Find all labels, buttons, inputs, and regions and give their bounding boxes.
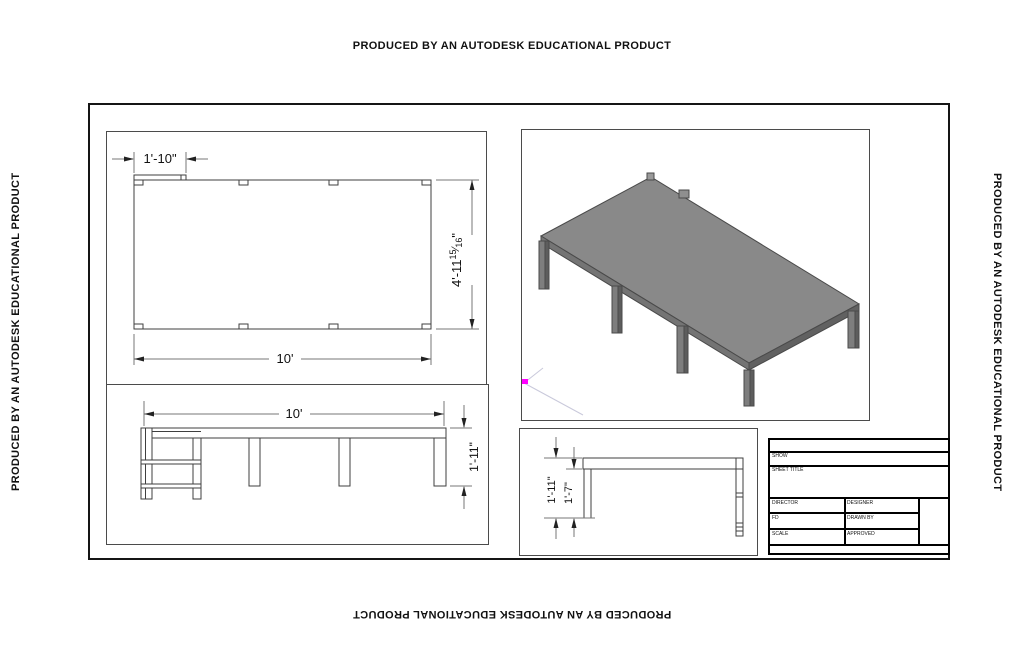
table-top-outline bbox=[134, 180, 431, 329]
top-view-drawing bbox=[107, 132, 486, 385]
table-top-slab bbox=[583, 458, 743, 469]
arrowhead bbox=[554, 518, 559, 528]
viewport-side-view bbox=[519, 428, 758, 556]
table-leg bbox=[744, 370, 750, 406]
leg-mark bbox=[329, 324, 338, 329]
arrowhead bbox=[572, 518, 577, 528]
shelf-notch bbox=[679, 190, 689, 198]
dim-height-text: 1'-11" bbox=[467, 442, 481, 472]
iso-view-drawing bbox=[522, 130, 869, 420]
leg-mark bbox=[329, 180, 338, 185]
top-view-outline bbox=[134, 175, 431, 329]
arrowhead bbox=[434, 412, 444, 417]
table-leg bbox=[249, 438, 260, 486]
arrowhead bbox=[421, 357, 431, 362]
ucs-marker bbox=[522, 379, 528, 384]
table-leg bbox=[539, 241, 545, 289]
leg-mark bbox=[422, 180, 431, 185]
shelf-edge-mark bbox=[736, 493, 743, 497]
banner-bottom: PRODUCED BY AN AUTODESK EDUCATIONAL PRODUCT bbox=[352, 608, 672, 620]
dim-length-text: 10' bbox=[276, 351, 294, 366]
table-leg bbox=[584, 469, 591, 518]
title-field-scale: SCALE bbox=[772, 531, 789, 537]
shelf-post-right bbox=[193, 438, 201, 499]
title-block-line bbox=[770, 451, 948, 453]
leg-mark bbox=[239, 324, 248, 329]
table-leg bbox=[545, 241, 549, 289]
leg-mark bbox=[422, 324, 431, 329]
arrowhead bbox=[124, 157, 134, 162]
arrowhead bbox=[470, 319, 475, 329]
table-leg bbox=[684, 326, 688, 373]
dim-height-legs-text: 1'-7" bbox=[563, 482, 575, 504]
title-block bbox=[768, 438, 950, 555]
shelf-notch bbox=[647, 173, 654, 180]
title-field-fd: FD bbox=[772, 515, 779, 521]
dim-length-text: 10' bbox=[285, 406, 303, 421]
table-leg bbox=[750, 370, 754, 406]
side-view-drawing bbox=[520, 429, 757, 555]
dim-depth-text: $4'-11^{15}_{⁄16}$" bbox=[448, 232, 464, 288]
viewport-top-view bbox=[106, 131, 487, 386]
table-leg bbox=[434, 438, 446, 486]
leg-mark bbox=[134, 180, 143, 185]
front-view-drawing bbox=[107, 385, 488, 544]
title-block-line bbox=[918, 497, 920, 546]
banner-left: PRODUCED BY AN AUTODESK EDUCATIONAL PRODUCT bbox=[10, 172, 22, 492]
dim-shelf-width-text: 1'-10" bbox=[143, 151, 177, 166]
banner-right: PRODUCED BY AN AUTODESK EDUCATIONAL PRODUCT bbox=[991, 172, 1003, 492]
title-block-line bbox=[770, 544, 948, 546]
shelf-low bbox=[141, 484, 201, 488]
title-field-drawn-by: DRAWN BY bbox=[847, 515, 874, 521]
banner-top: PRODUCED BY AN AUTODESK EDUCATIONAL PRODUCT bbox=[352, 40, 672, 52]
shelf-mid bbox=[141, 460, 201, 464]
title-field-director: DIRECTOR bbox=[772, 500, 799, 506]
table-leg bbox=[848, 311, 855, 348]
arrowhead bbox=[554, 448, 559, 458]
arrowhead bbox=[134, 357, 144, 362]
front-view-outline bbox=[141, 428, 446, 499]
dim-height-total-text: 1'-11" bbox=[546, 476, 558, 504]
table-leg bbox=[677, 326, 684, 373]
table-leg bbox=[612, 286, 618, 333]
side-view-outline bbox=[583, 458, 743, 536]
arrowhead bbox=[186, 157, 196, 162]
title-block-line bbox=[844, 497, 846, 546]
title-field-show: SHOW bbox=[772, 453, 788, 459]
leg-mark bbox=[239, 180, 248, 185]
arrowhead bbox=[470, 180, 475, 190]
shelf-strip bbox=[134, 175, 186, 180]
title-field-designer: DESIGNER bbox=[847, 500, 874, 506]
arrowhead bbox=[462, 418, 467, 428]
iso-table bbox=[539, 173, 859, 406]
table-leg bbox=[339, 438, 350, 486]
viewport-iso-view bbox=[521, 129, 870, 421]
title-block-line bbox=[770, 497, 948, 499]
viewport-front-view bbox=[106, 384, 489, 545]
arrowhead bbox=[462, 486, 467, 496]
ucs-axes bbox=[524, 368, 583, 415]
table-leg bbox=[618, 286, 622, 333]
arrowhead bbox=[144, 412, 154, 417]
arrowhead bbox=[572, 459, 577, 469]
table-leg bbox=[855, 311, 859, 348]
table-top-slab bbox=[145, 428, 446, 438]
leg-mark bbox=[134, 324, 143, 329]
shelf-edge-mark bbox=[736, 523, 743, 527]
title-field-sheet-title: SHEET TITLE bbox=[772, 467, 804, 473]
title-field-approved: APPROVED bbox=[847, 531, 875, 537]
